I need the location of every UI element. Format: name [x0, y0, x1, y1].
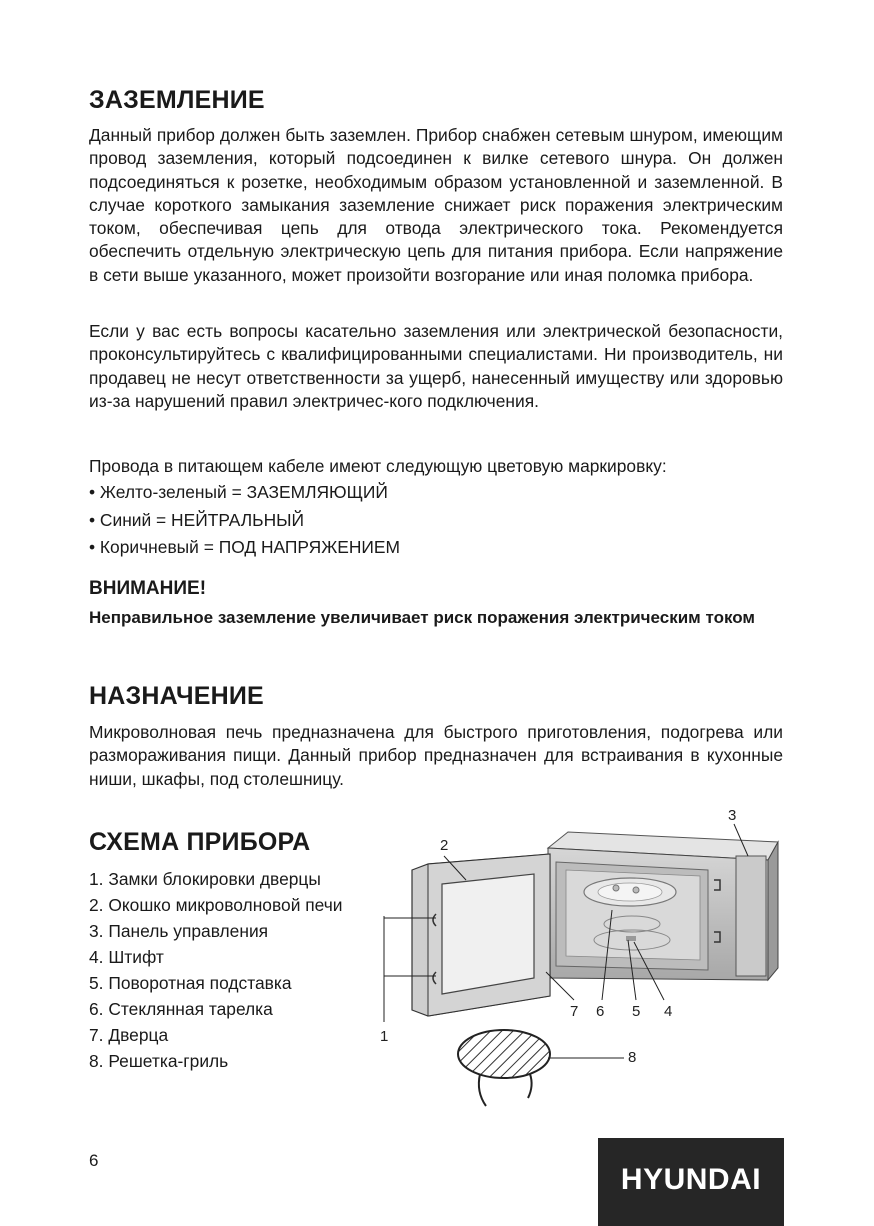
grounding-paragraph-3: Провода в питающем кабеле имеют следующую цветовую маркировку:	[89, 456, 667, 476]
grill-rack	[458, 1030, 550, 1106]
page-number: 6	[89, 1151, 99, 1170]
grounding-paragraph-2: Если у вас есть вопросы касательно заземления или электрической безопасности, проконсультируйтесь с квалифицированными специалистами. Ни производитель, ни продавец не несут ответственности за ущерб, нанесенный имуществу или здоровью из-за нарушений правил электричес-кого подключения.	[89, 321, 783, 411]
purpose-paragraph: Микроволновая печь предназначена для быстрого приготовления, подогрева или размораживания пищи. Данный прибор предназначен для встраивания в кухонные ниши, шкафы, под столешницу.	[89, 722, 783, 789]
list-item: 4. Штифт	[89, 947, 164, 967]
scheme-title: СХЕМА ПРИБОРА	[89, 828, 311, 856]
callout-2: 2	[440, 837, 449, 854]
callout-4: 4	[664, 1003, 673, 1020]
grounding-paragraph-1: Данный прибор должен быть заземлен. Прибор снабжен сетевым шнуром, имеющим провод заземления, который подсоединен к вилке сетевого шнура. Он должен подсоединяться к розетке, необходимым образом установленной и заземленной. В случае короткого замыкания заземление снижает риск поражения электрическим током, обеспечивая цепь для отвода электрического тока. Рекомендуется обеспечить отдельную электрическую цепь для питания прибора. Если напряжение в сети выше указанного, может произойти возгорание или иная поломка прибора.	[89, 125, 783, 285]
microwave-door	[412, 854, 550, 1016]
callout-3: 3	[728, 807, 737, 824]
list-item: 7. Дверца	[89, 1025, 169, 1045]
callout-5: 5	[632, 1003, 641, 1020]
list-item: 2. Окошко микроволновой печи	[89, 895, 343, 915]
list-item: 5. Поворотная подставка	[89, 973, 292, 993]
list-item: 3. Панель управления	[89, 921, 269, 941]
callout-6: 6	[596, 1003, 605, 1020]
microwave-body	[548, 832, 778, 980]
purpose-title: НАЗНАЧЕНИЕ	[89, 682, 264, 710]
list-item: 6. Стеклянная тарелка	[89, 999, 273, 1019]
callout-7: 7	[570, 1003, 579, 1020]
list-item: 1. Замки блокировки дверцы	[89, 869, 321, 889]
glass-plate	[584, 878, 676, 906]
microwave-diagram	[370, 800, 790, 1120]
callout-8: 8	[628, 1049, 637, 1066]
callout-1: 1	[380, 1028, 389, 1045]
brand-logo	[598, 1138, 784, 1226]
warning-title: ВНИМАНИЕ!	[89, 578, 207, 599]
list-item: • Коричневый = ПОД НАПРЯЖЕНИЕМ	[89, 534, 400, 562]
wire-color-list	[89, 479, 400, 562]
warning-text: Неправильное заземление увеличивает риск поражения электрическим током	[89, 608, 755, 627]
list-item: • Желто-зеленый = ЗАЗЕМЛЯЮЩИЙ	[89, 479, 400, 507]
list-item: 8. Решетка-гриль	[89, 1051, 229, 1071]
grounding-title: ЗАЗЕМЛЕНИЕ	[89, 86, 265, 114]
parts-list	[89, 866, 343, 1074]
list-item: • Синий = НЕЙТРАЛЬНЫЙ	[89, 507, 400, 535]
brand-logo-text: HYUNDAI	[620, 1163, 762, 1196]
